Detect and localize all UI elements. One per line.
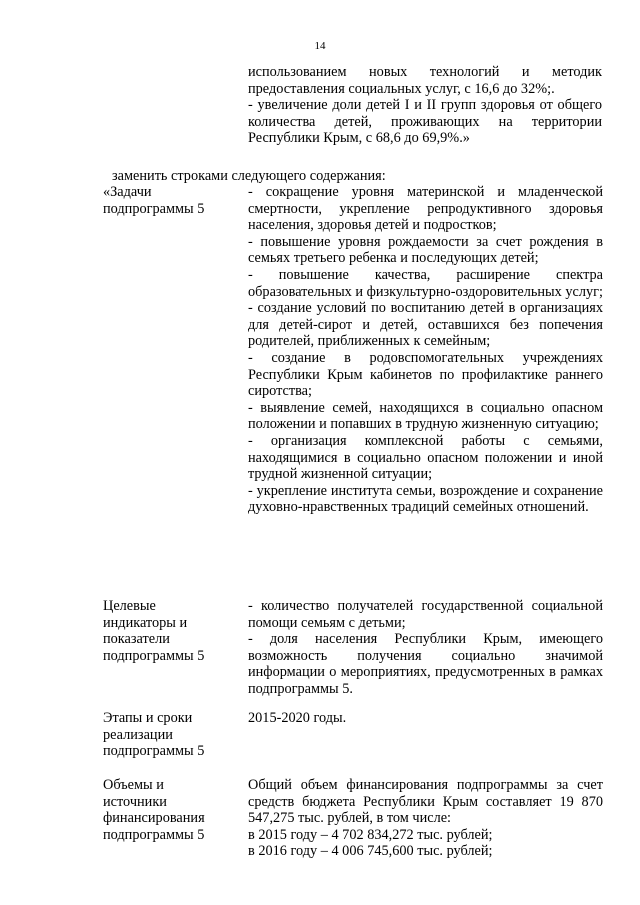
list-item: 2015-2020 годы. — [248, 710, 347, 726]
list-item: - количество получателей государственной социальной помощи семьям с детьми; — [248, 598, 603, 631]
list-item: - повышение уровня рождаемости за счет рождения в семьях третьего ребенка и последующих детей; — [248, 233, 603, 267]
row-label: Этапы и сроки реализации подпрограммы 5 — [103, 710, 205, 760]
list-item: Общий объем финансирования подпрограммы за счет средств бюджета Республики Крым составляет 19 870 547,275 тыс. рублей, в том числе: — [248, 777, 603, 827]
list-item: - повышение качества, расширение спектра образовательных и физкультурно-оздоровительных услуг; — [248, 266, 603, 300]
intro-line: заменить строками следующего содержания: — [112, 168, 386, 184]
row-value — [248, 777, 603, 860]
page-number: 14 — [314, 40, 326, 52]
paragraph: - увеличение доли детей I и II групп здоровья от общего количества детей, проживающих на территории Республики Крым, с 68,6 до 69,9%.» — [248, 97, 602, 147]
row-value — [248, 598, 603, 698]
list-item: - выявление семей, находящихся в социально опасном положении и попавших в трудную жизненную ситуацию; — [248, 399, 603, 433]
row-value — [248, 184, 603, 516]
previous-text-block — [248, 64, 602, 147]
paragraph: использованием новых технологий и методик предоставления социальных услуг, с 16,6 до 32%;. — [248, 64, 602, 97]
list-item: - создание условий по воспитанию детей в организациях для детей-сирот и детей, оставшихся без попечения родителей, приближенных к семейным; — [248, 300, 603, 350]
list-item: в 2016 году – 4 006 745,600 тыс. рублей; — [248, 843, 493, 860]
row-label: «Задачи подпрограммы 5 — [103, 184, 205, 217]
list-item: - доля населения Республики Крым, имеющего возможность получения социально значимой информации о мероприятиях, предусмотренных в рамках подпрограммы 5. — [248, 631, 603, 697]
list-item: - укрепление института семьи, возрождение и сохранение духовно-нравственных традиций семейных отношений. — [248, 482, 603, 516]
list-item: - сокращение уровня материнской и младенческой смертности, укрепление репродуктивного здоровья населения, здоровья детей и подростков; — [248, 184, 603, 234]
list-item: - организация комплексной работы с семьями, находящимися в социально опасном положении и иной трудной жизненной ситуации; — [248, 432, 603, 483]
row-label: Объемы и источники финансирования подпрограммы 5 — [103, 777, 205, 843]
list-item: - создание в родовспомогательных учреждениях Республики Крым кабинетов по профилактике раннего сиротства; — [248, 349, 603, 400]
list-item: в 2015 году – 4 702 834,272 тыс. рублей; — [248, 826, 493, 843]
row-value — [248, 710, 603, 727]
row-label: Целевые индикаторы и показатели подпрограммы 5 — [103, 598, 205, 664]
